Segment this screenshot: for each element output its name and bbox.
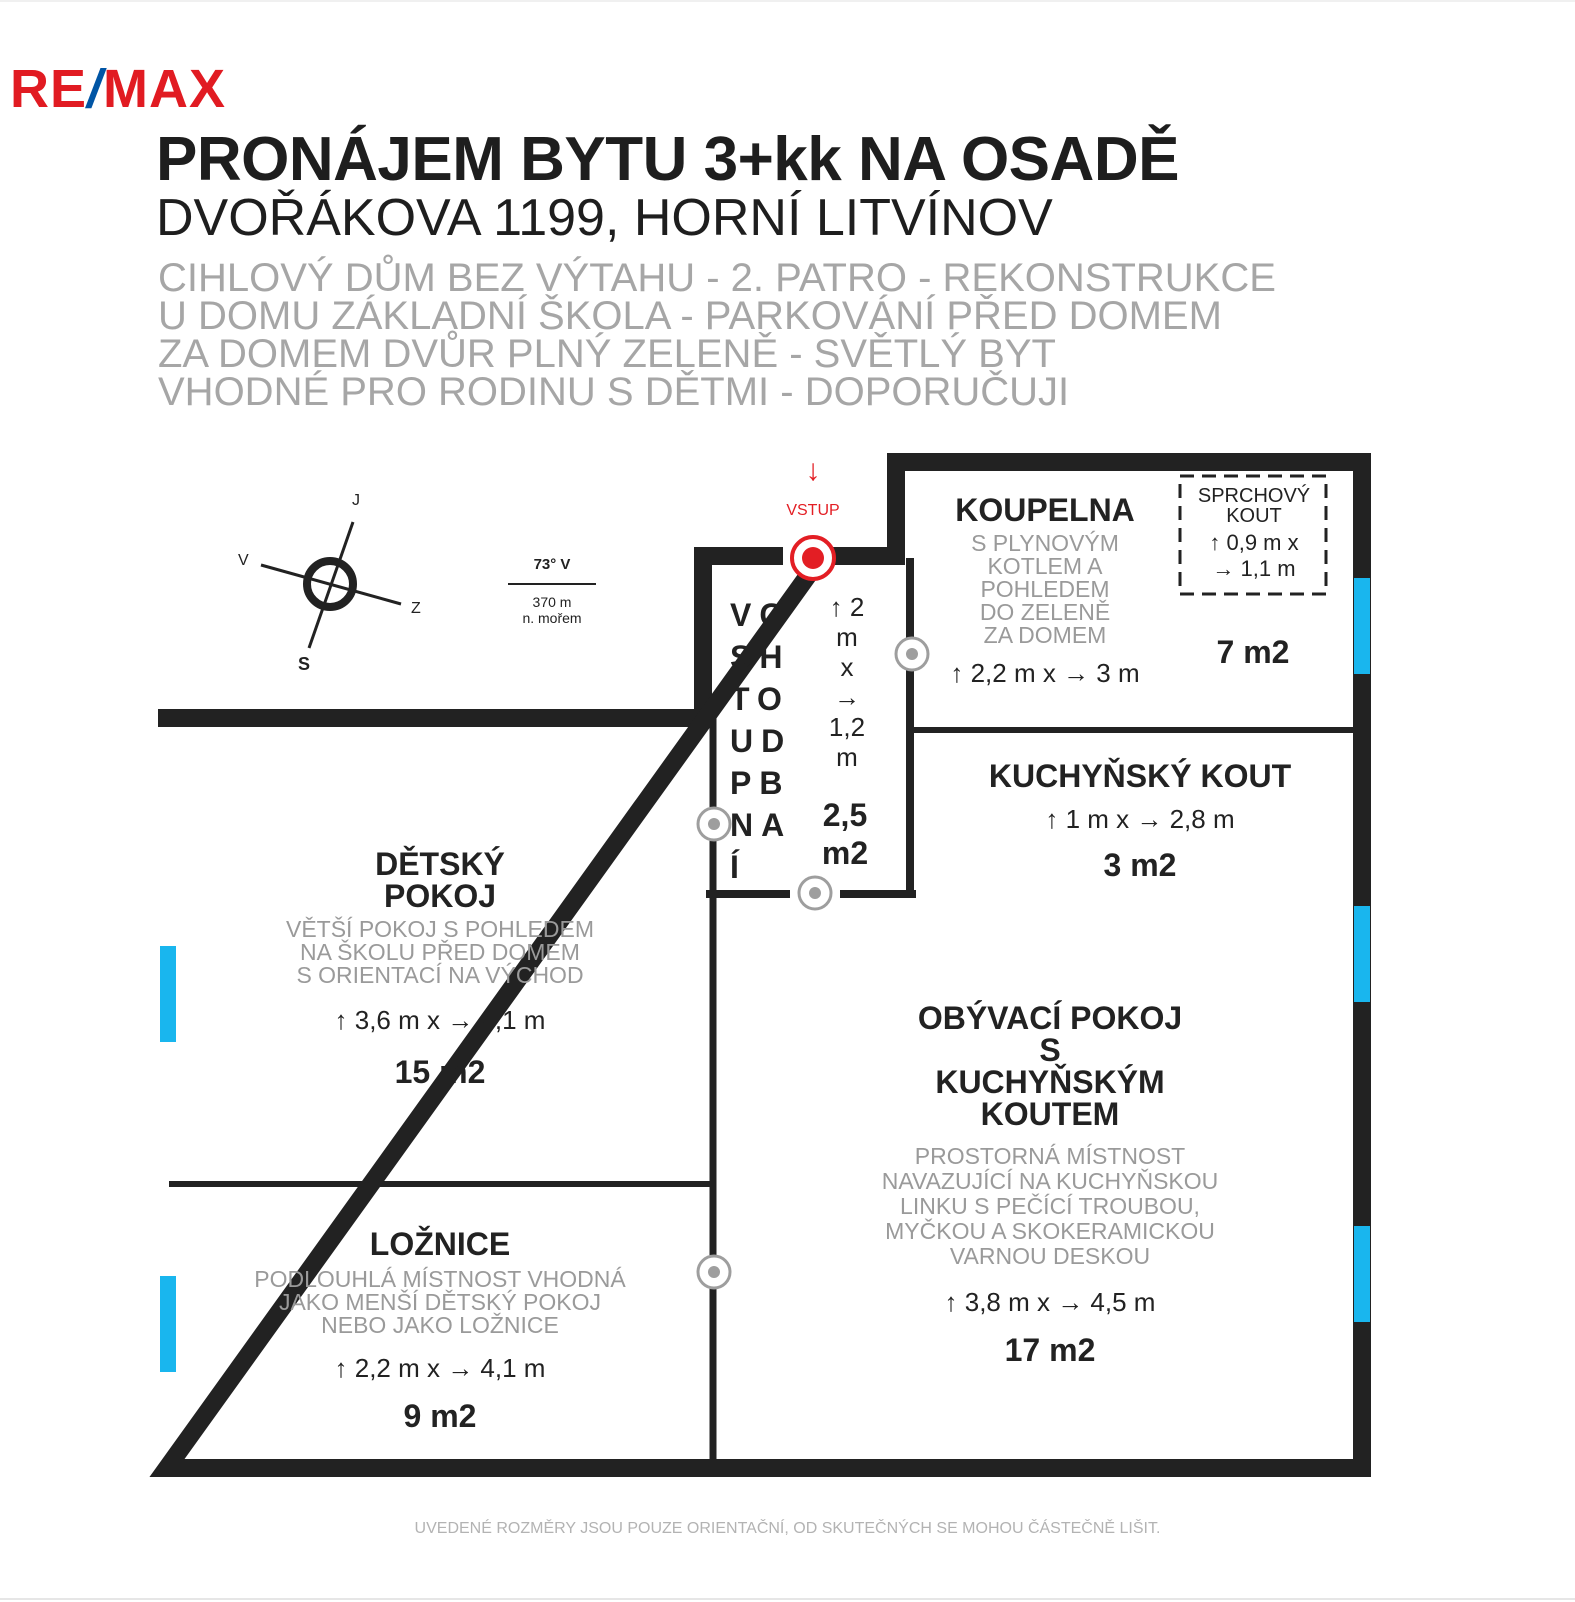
tagline-2: U DOMU ZÁKLADNÍ ŠKOLA - PARKOVÁNÍ PŘED DOMEM (158, 294, 1222, 338)
room-desc: S PLYNOVÝM KOTLEM A POHLEDEM DO ZELENĚ ZA DOMEM (971, 530, 1119, 648)
room-living (840, 1002, 1260, 1369)
room-name: DĚTSKÝ POKOJ (375, 846, 505, 914)
door-marker (799, 877, 831, 909)
room-dims: ↑ 1 m x → 2,8 m (1045, 804, 1235, 834)
entrance-marker (792, 537, 834, 579)
window-bedroom (160, 1276, 176, 1372)
altitude-value: 370 m (532, 594, 572, 610)
page-title: PRONÁJEM BYTU 3+kk NA OSADĚ (156, 125, 1179, 194)
compass-west: V (238, 552, 249, 569)
tagline-3: ZA DOMEM DVŮR PLNÝ ZELENĚ - SVĚTLÝ BYT (158, 332, 1056, 376)
door-marker (896, 638, 928, 670)
entrance-arrow-icon: ↓ (805, 454, 821, 487)
compass-east: Z (411, 600, 421, 617)
room-name: LOŽNICE (369, 1226, 511, 1262)
orientation-angle: 73° V (533, 556, 571, 573)
room-dims: ↑ 2,2 m x → 4,1 m (334, 1353, 546, 1383)
room-area: 3 m2 (1103, 847, 1177, 883)
room-desc: VĚTŠÍ POKOJ S POHLEDEM NA ŠKOLU PŘED DOMEM S ORIENTACÍ NA VÝCHOD (285, 916, 595, 988)
compass-icon (261, 522, 401, 648)
window-kitchen (1354, 906, 1370, 1002)
hall-area: 2,5 m2 (821, 797, 869, 871)
hall-dimensions: ↑ 2 m x → 1,2 m (828, 592, 866, 772)
room-area: 15 m2 (394, 1054, 486, 1090)
tagline-4: VHODNÉ PRO RODINU S DĚTMI - DOPORUČUJI (158, 370, 1070, 414)
window-bathroom (1354, 578, 1370, 674)
room-bathroom (930, 494, 1160, 647)
room-name: KOUPELNA (955, 492, 1135, 528)
room-dims: ↑ 3,8 m x → 4,5 m (944, 1287, 1156, 1317)
door-marker (698, 1256, 730, 1288)
bathroom-dimensions: ↑ 2,2 m x → 3 m (950, 658, 1140, 688)
disclaimer: UVEDENÉ ROZMĚRY JSOU POUZE ORIENTAČNÍ, OD SKUTEČNÝCH SE MOHOU ČÁSTEČNĚ LIŠIT. (414, 1520, 1161, 1537)
compass-south: S (298, 654, 311, 674)
room-name: KUCHYŇSKÝ KOUT (988, 758, 1292, 794)
window-kids (160, 946, 176, 1042)
room-desc: PODLOUHLÁ MÍSTNOST VHODNÁ JAKO MENŠÍ DĚTSKÝ POKOJ NEBO JAKO LOŽNICE (254, 1266, 626, 1338)
room-kitchen (930, 760, 1350, 884)
hall-name-vertical: VC SH TO UD PB NA Í (730, 597, 793, 885)
remax-logo: RE/MAX (10, 59, 227, 119)
room-kids (200, 848, 680, 1091)
room-bedroom (200, 1228, 680, 1435)
bathroom-area: 7 m2 (1216, 634, 1290, 670)
entrance-label: VSTUP (786, 502, 840, 519)
room-dims: ↑ 3,6 m x → 4,1 m (334, 1005, 546, 1035)
shower-label: SPRCHOVÝ KOUT ↑ 0,9 m x → 1,1 m (1197, 485, 1311, 581)
address-subtitle: DVOŘÁKOVA 1199, HORNÍ LITVÍNOV (156, 189, 1053, 247)
room-area: 17 m2 (1004, 1332, 1096, 1368)
window-living (1354, 1226, 1370, 1322)
room-name: OBÝVACÍ POKOJ S KUCHYŇSKÝM KOUTEM (917, 1000, 1183, 1132)
compass-north: J (352, 492, 360, 509)
door-marker (698, 808, 730, 840)
room-desc: PROSTORNÁ MÍSTNOST NAVAZUJÍCÍ NA KUCHYŇSKOU LINKU S PEČÍCÍ TROUBOU, MYČKOU A SKOKERAMICKOU VARNOU DESKOU (881, 1143, 1219, 1269)
outer-wall (167, 556, 774, 718)
altitude-note: n. mořem (522, 610, 582, 626)
room-area: 9 m2 (403, 1398, 477, 1434)
tagline-1: CIHLOVÝ DŮM BEZ VÝTAHU - 2. PATRO - REKONSTRUKCE (158, 256, 1276, 300)
